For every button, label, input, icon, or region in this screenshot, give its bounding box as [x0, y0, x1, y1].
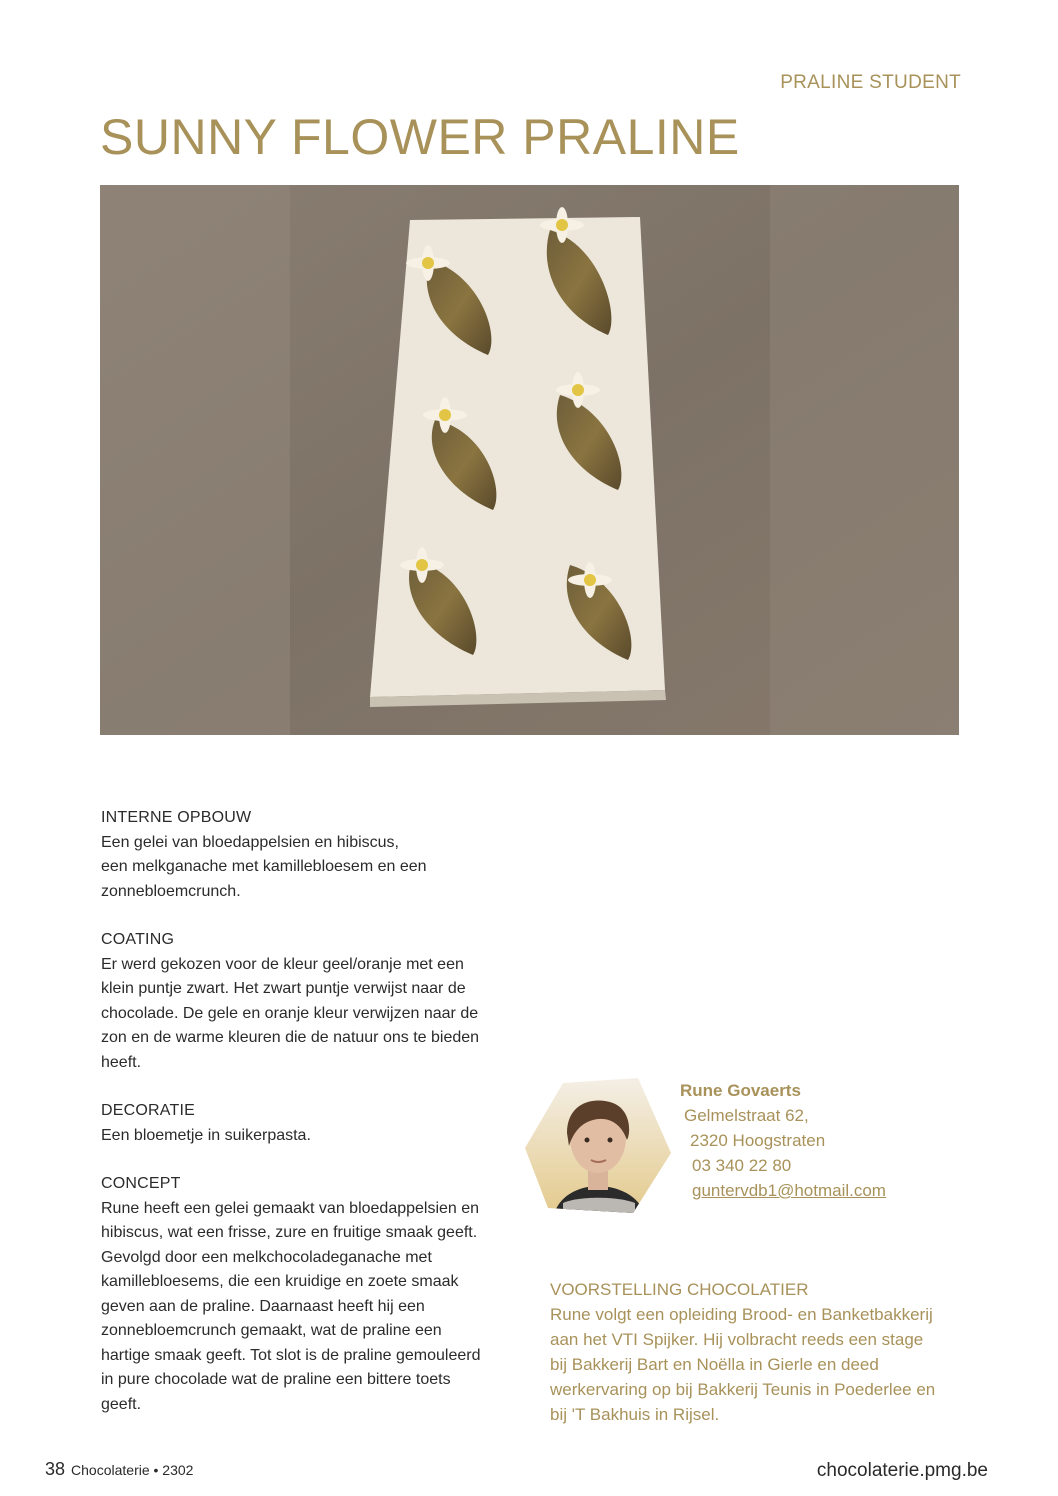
bio-heading: VOORSTELLING CHOCOLATIER	[550, 1280, 809, 1299]
avatar	[523, 1078, 673, 1218]
section-concept	[101, 1172, 521, 1417]
contact-phone: 03 340 22 80	[692, 1156, 792, 1175]
praline-description	[101, 806, 521, 1441]
section-kicker: PRALINE STUDENT	[780, 72, 961, 93]
bio-text: Rune volgt een opleiding Brood- en Banketbakkerij aan het VTI Spijker. Hij volbracht reeds een stage bij Bakkerij Bart en Noëlla in Gierle en deed werkervaring op bij Bakkerij Teunis in Poederlee en bij 'T Bakhuis in Rijsel.	[550, 1305, 936, 1424]
page-title: SUNNY FLOWER PRALINE	[100, 109, 740, 165]
section-text: Er werd gekozen voor de kleur geel/oranje met een klein puntje zwart. Het zwart puntje verwijst naar de chocolade. De gele en oranje kleur verwijzen naar de zon en de warme kleuren die de natuur ons te bieden heeft.	[101, 955, 480, 1071]
contact-email-link[interactable]: guntervdb1@hotmail.com	[692, 1181, 886, 1200]
contact-city: 2320 Hoogstraten	[690, 1131, 826, 1150]
section-text: Een bloemetje in suikerpasta.	[101, 1126, 311, 1144]
chocolatier-bio	[550, 1277, 960, 1427]
section-heading: COATING	[101, 931, 175, 948]
section-heading: CONCEPT	[101, 1175, 181, 1192]
section-decoratie	[101, 1099, 521, 1148]
footer-left	[45, 1459, 193, 1480]
page-number: 38	[45, 1459, 66, 1479]
section-text: Een gelei van bloedappelsien en hibiscus, een melkganache met kamillebloesem en een zonnebloemcrunch.	[101, 833, 427, 900]
contact-card	[680, 1078, 886, 1203]
website-link[interactable]: chocolaterie.pmg.be	[816, 1460, 988, 1481]
section-interne-opbouw	[101, 806, 521, 904]
section-heading: INTERNE OPBOUW	[101, 809, 252, 826]
section-coating	[101, 928, 521, 1075]
section-heading: DECORATIE	[101, 1102, 195, 1119]
section-text: Rune heeft een gelei gemaakt van bloedappelsien en hibiscus, wat een frisse, zure en fruitige smaak geeft. Gevolgd door een melkchocoladeganache met kamillebloesems, die een kruidige en zoete smaak geven aan de praline. Daarnaast heeft hij een zonnebloemcrunch gemaakt, wat de praline een hartige smaak geeft. Tot slot is de praline gemouleerd in pure chocolade wat de praline een bittere toets geeft.	[101, 1199, 481, 1413]
praline-photo	[100, 185, 959, 735]
publication-label: Chocolaterie • 2302	[71, 1462, 194, 1478]
contact-name: Rune Govaerts	[680, 1081, 801, 1100]
contact-street: Gelmelstraat 62,	[684, 1106, 809, 1125]
